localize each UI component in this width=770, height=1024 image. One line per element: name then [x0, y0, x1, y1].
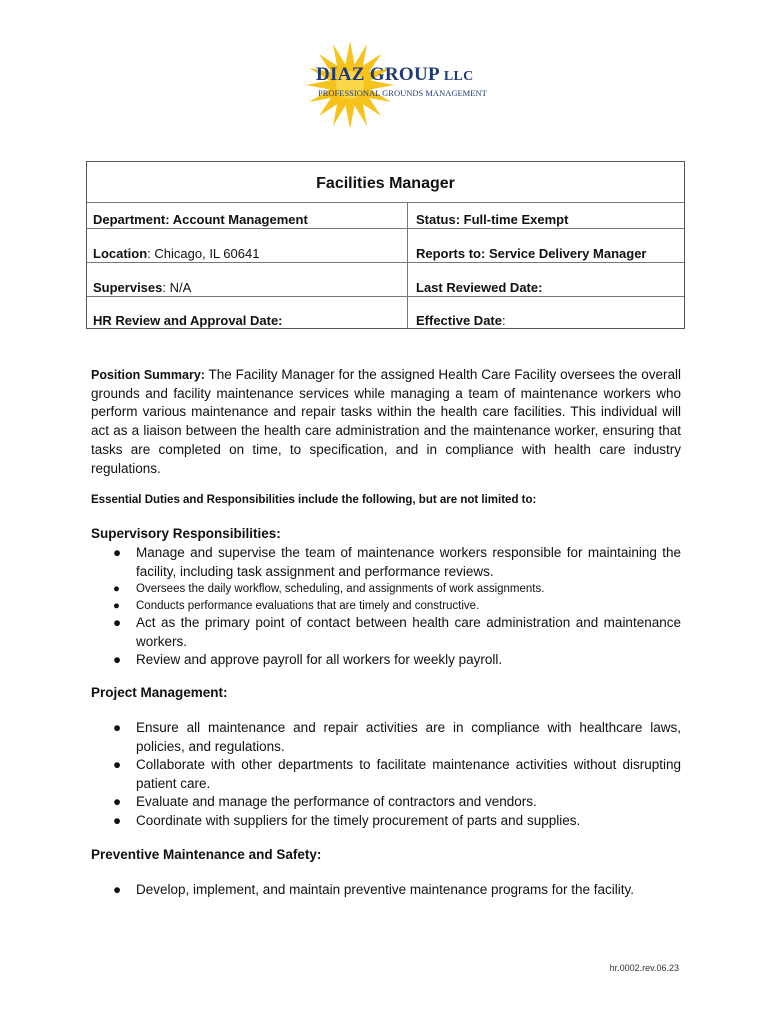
job-info-table: [86, 161, 685, 329]
list-item: ● Develop, implement, and maintain preventive maintenance programs for the facility.: [113, 882, 634, 897]
effective-date-field: Effective Date:: [416, 313, 506, 328]
document-revision-code: hr.0002.rev.06.23: [609, 963, 679, 973]
list-item: ● Evaluate and manage the performance of contractors and vendors.: [113, 794, 537, 809]
preventive-maintenance-heading: Preventive Maintenance and Safety:: [91, 847, 322, 862]
list-item: ● Ensure all maintenance and repair activities are in compliance with healthcare laws, policies, and regulations.: [113, 720, 681, 754]
project-management-list: [113, 719, 681, 830]
last-reviewed-field: Last Reviewed Date:: [416, 280, 543, 295]
list-item: ● Coordinate with suppliers for the timely procurement of parts and supplies.: [113, 812, 581, 828]
list-item: ● Collaborate with other departments to facilitate maintenance activities without disrupting patient care.: [113, 757, 681, 791]
company-tagline: PROFESSIONAL GROUNDS MANAGEMENT: [318, 88, 487, 98]
hr-review-field: HR Review and Approval Date:: [93, 313, 283, 328]
preventive-maintenance-list: [113, 881, 681, 900]
position-summary: Position Summary: The Facility Manager for the assigned Health Care Facility oversees the overall grounds and facility maintenance services while managing a team of maintenance workers who perform various maintenance and repair tasks within the health care facilities. This individual will act as a liaison between the health care administration and the maintenance worker, ensuring that tasks are completed on time, to specification, and in compliance with health care industry regulations.: [91, 367, 681, 476]
list-item: ● Conducts performance evaluations that are timely and constructive.: [113, 599, 480, 612]
list-item: ● Review and approve payroll for all workers for weekly payroll.: [113, 652, 503, 667]
supervises-field: Supervises: N/A: [93, 280, 192, 295]
location-field: Location: Chicago, IL 60641: [93, 246, 260, 261]
project-management-heading: Project Management:: [91, 685, 228, 700]
essential-duties-heading: Essential Duties and Responsibilities include the following, but are not limited to:: [91, 494, 537, 506]
supervisory-list: [113, 544, 681, 670]
page-title: Facilities Manager: [316, 175, 455, 192]
list-item: ● Manage and supervise the team of maintenance workers responsible for maintaining the facility, including task assignment and performance reviews.: [113, 545, 681, 579]
company-name: DIAZ GROUP LLC: [316, 64, 474, 85]
department-field: Department: Account Management: [93, 212, 308, 227]
list-item: ● Act as the primary point of contact between health care administration and maintenance workers.: [113, 615, 681, 649]
status-field: Status: Full-time Exempt: [416, 212, 569, 227]
list-item: ● Oversees the daily workflow, scheduling, and assignments of work assignments.: [113, 583, 545, 595]
supervisory-heading: Supervisory Responsibilities:: [91, 526, 281, 541]
reports-to-field: Reports to: Service Delivery Manager: [416, 246, 647, 261]
